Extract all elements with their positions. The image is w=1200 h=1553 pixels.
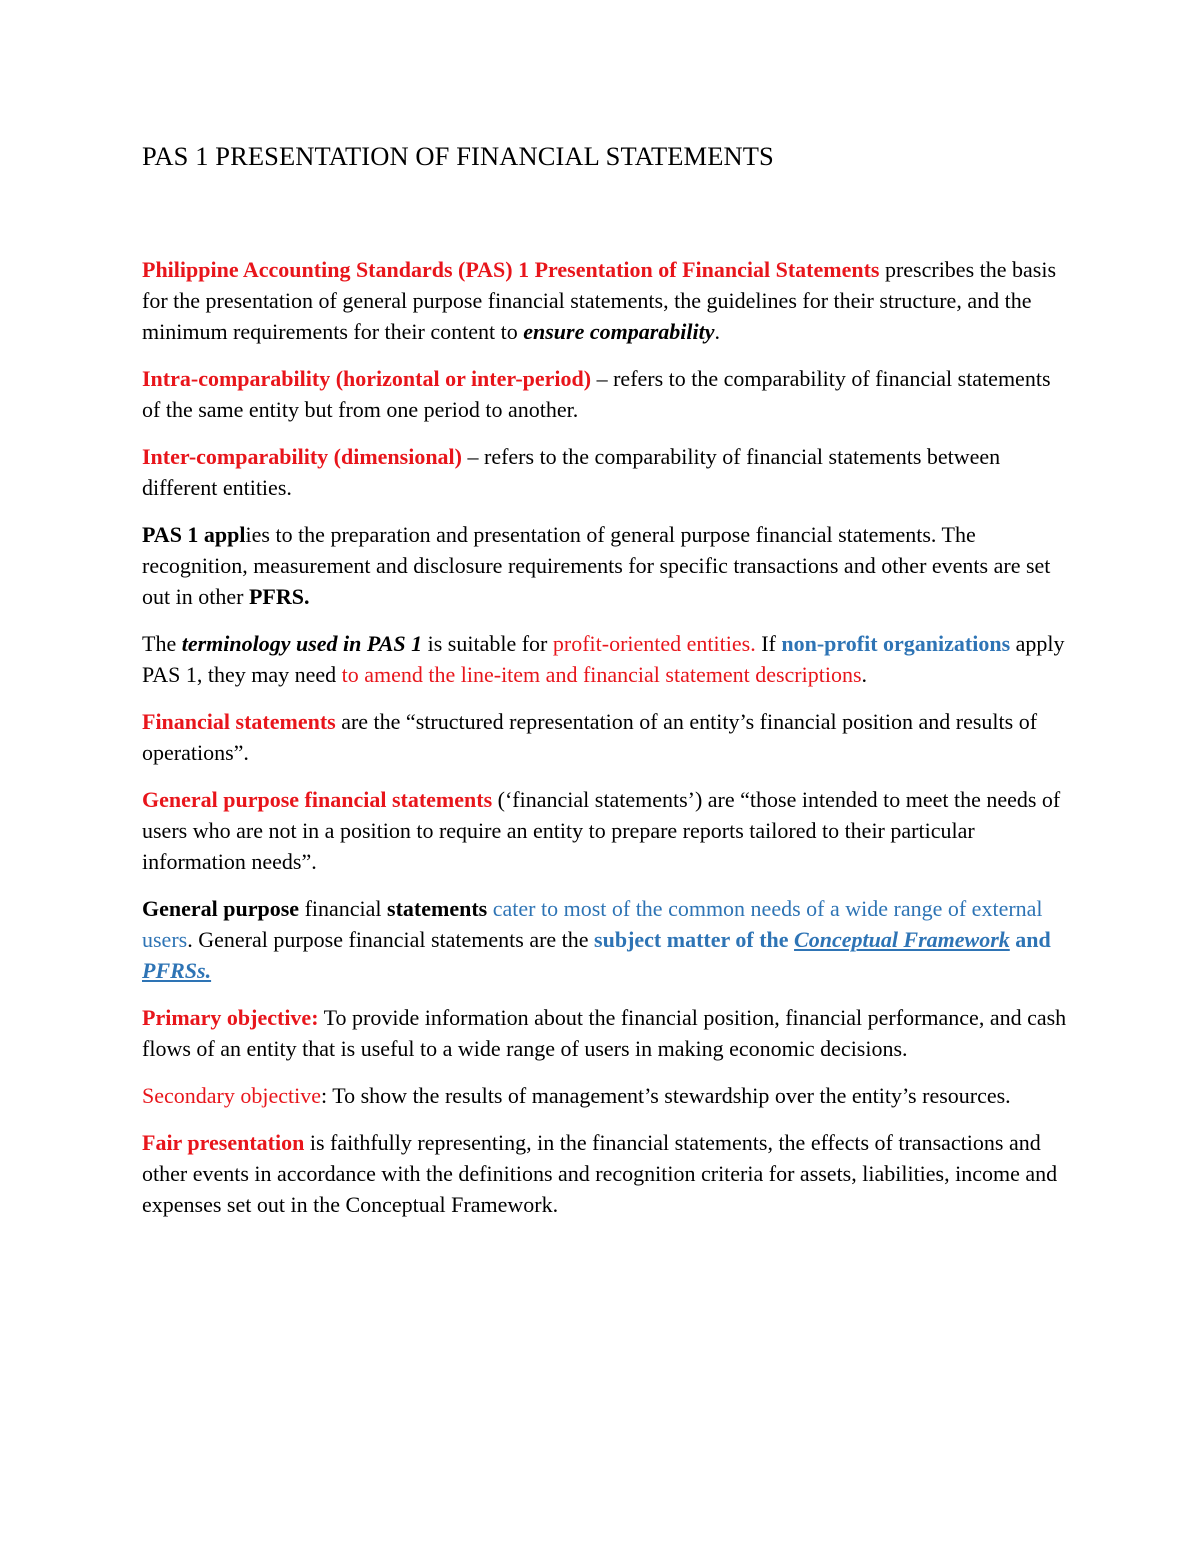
paragraph-intra-comparability	[142, 363, 1072, 425]
text: ies to the preparation and presentation of general purpose financial statements. The recognition, measurement and disclosure requirements for specific transactions and other events are set out in other	[142, 522, 1051, 609]
bold-text: General purpose	[142, 896, 300, 921]
term-primary-objective: Primary objective:	[142, 1005, 319, 1030]
text: If	[755, 631, 782, 656]
term-financial-statements: Financial statements	[142, 709, 336, 734]
text: . General purpose financial statements are the	[187, 927, 595, 952]
paragraph-primary-objective	[142, 1002, 1072, 1064]
text: – refers to the comparability of financial statements of the same entity but from one period to another.	[142, 366, 1051, 422]
highlight-non-profit: non-profit organizations	[781, 631, 1011, 656]
pfrss-link[interactable]: PFRSs.	[142, 958, 212, 983]
term-fair-presentation: Fair presentation	[142, 1130, 305, 1155]
text: financial	[299, 896, 388, 921]
bold-text: statements	[387, 896, 488, 921]
text: The	[142, 631, 182, 656]
text: : To show the results of management’s stewardship over the entity’s resources.	[321, 1083, 1011, 1108]
paragraph-pas1-definition	[142, 254, 1072, 347]
paragraph-general-purpose-users	[142, 893, 1072, 986]
term-pas1: Philippine Accounting Standards (PAS) 1 Presentation of Financial Statements	[142, 257, 880, 282]
conceptual-framework-link[interactable]: Conceptual Framework	[794, 927, 1010, 952]
paragraph-fair-presentation	[142, 1127, 1072, 1220]
text: is suitable for	[422, 631, 553, 656]
term-secondary-objective: Secondary objective	[142, 1083, 321, 1108]
text: To provide information about the financial position, financial performance, and cash flows of an entity that is useful to a wide range of users in making economic decisions.	[142, 1005, 1067, 1061]
term-inter-comparability: Inter-comparability (dimensional)	[142, 444, 462, 469]
highlight-subject-matter: subject matter of the	[594, 927, 795, 952]
text: is faithfully representing, in the financial statements, the effects of transactions and other events in accordance with the definitions and recognition criteria for assets, liabilities, income and expenses set out in the Conceptual Framework.	[142, 1130, 1058, 1217]
text: are the “structured representation of an entity’s financial position and results of operations”.	[142, 709, 1038, 765]
text: apply PAS 1, they may need	[142, 631, 1065, 687]
text: prescribes the basis for the presentation of general purpose financial statements, the guidelines for their structure, and the minimum requirements for their content to	[142, 257, 1057, 344]
text: – refers to the comparability of financial statements between different entities.	[142, 444, 1001, 500]
highlight-amend: to amend the line-item and financial statement descriptions	[341, 662, 862, 687]
paragraph-secondary-objective	[142, 1080, 1072, 1111]
highlight-and: and	[1009, 927, 1051, 952]
highlight-profit-oriented: profit-oriented entities.	[552, 631, 756, 656]
paragraph-pas1-applies	[142, 519, 1072, 612]
term-general-purpose: General purpose financial statements	[142, 787, 493, 812]
document-body	[142, 254, 1072, 1236]
highlight-external-users: cater to most of the common needs of a wide range of external users	[142, 896, 1043, 952]
text: (‘financial statements’) are “those intended to meet the needs of users who are not in a position to require an entity to prepare reports tailored to their particular information needs”.	[142, 787, 1061, 874]
paragraph-general-purpose	[142, 784, 1072, 877]
term-intra-comparability: Intra-comparability (horizontal or inter-period)	[142, 366, 592, 391]
emphasis-ensure-comparability: ensure comparability	[523, 319, 715, 344]
paragraph-financial-statements	[142, 706, 1072, 768]
bold-text: PAS 1 appl	[142, 522, 246, 547]
text: .	[714, 319, 721, 344]
paragraph-inter-comparability	[142, 441, 1072, 503]
document-title: PAS 1 PRESENTATION OF FINANCIAL STATEMENTS	[142, 141, 774, 171]
paragraph-terminology	[142, 628, 1072, 690]
bold-text-pfrs: PFRS.	[248, 584, 310, 609]
emphasis-terminology: terminology used in PAS 1	[181, 631, 423, 656]
text: .	[861, 662, 868, 687]
